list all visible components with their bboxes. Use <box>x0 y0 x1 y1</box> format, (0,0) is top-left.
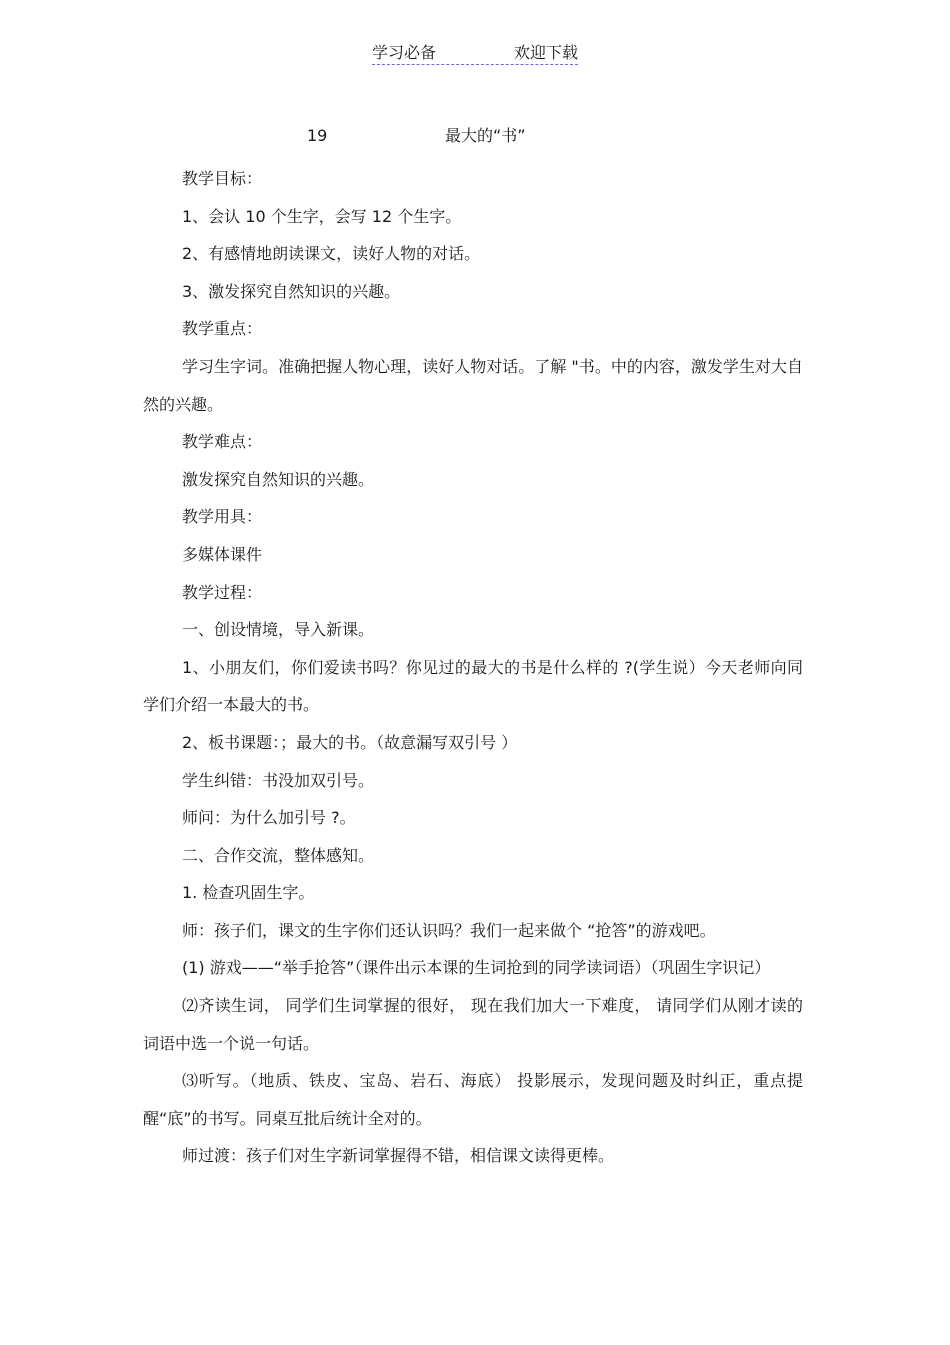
process-paragraph: (1) 游戏——“举手抢答”（课件出示本课的生词抢到的同学读词语）（巩固生字识记） <box>182 958 771 978</box>
objective-item: 1、会认 10 个生字，会写 12 个生字。 <box>182 206 462 226</box>
objective-item: 3、激发探究自然知识的兴趣。 <box>182 281 401 301</box>
section-heading-objectives: 教学目标： <box>182 169 263 188</box>
process-paragraph: ⑵齐读生词， 同学们生词掌握的很好， 现在我们加大一下难度， 请同学们从刚才读的词语中选一个说一句话。 <box>143 996 803 1053</box>
process-paragraph: 学生纠错：书没加双引号。 <box>182 770 375 790</box>
process-paragraph: 1、小朋友们，你们爱读书吗？你见过的最大的书是什么样的 ?(学生说）今天老师向同学们介绍一本最大的书。 <box>143 657 803 715</box>
header-left-text: 学习必备 <box>372 43 437 62</box>
section-heading-process: 教学过程： <box>182 582 263 602</box>
lesson-title-text: 最大的“书” <box>445 126 526 145</box>
process-step-heading: 一、创设情境，导入新课。 <box>182 620 375 640</box>
process-step-heading: 二、合作交流，整体感知。 <box>182 845 375 865</box>
section-heading-key-points: 教学重点： <box>182 319 263 339</box>
process-paragraph: 师：孩子们，课文的生字你们还认识吗？我们一起来做个 “抢答”的游戏吧。 <box>182 920 716 940</box>
difficulties-paragraph: 激发探究自然知识的兴趣。 <box>182 469 375 489</box>
header-right-text: 欢迎下载 <box>513 43 578 62</box>
tools-paragraph: 多媒体课件 <box>182 544 263 564</box>
lesson-number: 19 <box>307 126 328 145</box>
page-header <box>372 42 578 65</box>
process-paragraph: 2、板书课题：；最大的书。（故意漏写双引号 ） <box>182 732 518 752</box>
process-paragraph: ⑶听写。（地质、铁皮、宝岛、岩石、海底） 投影展示，发现问题及时纠正，重点提醒“底”的书写。同桌互批后统计全对的。 <box>143 1071 803 1128</box>
process-paragraph: 1. 检查巩固生字。 <box>182 883 315 903</box>
section-heading-tools: 教学用具： <box>182 507 263 527</box>
process-paragraph: 师过渡：孩子们对生字新词掌握得不错，相信课文读得更棒。 <box>182 1146 615 1166</box>
process-paragraph: 师问：为什么加引号 ?。 <box>182 808 356 828</box>
section-heading-difficulties: 教学难点： <box>182 432 263 452</box>
objective-item: 2、有感情地朗读课文，读好人物的对话。 <box>182 244 481 264</box>
key-points-paragraph: 学习生字词。准确把握人物心理，读好人物对话。了解 "书。中的内容，激发学生对大自然的兴趣。 <box>143 356 803 414</box>
document-body <box>143 160 803 1175</box>
